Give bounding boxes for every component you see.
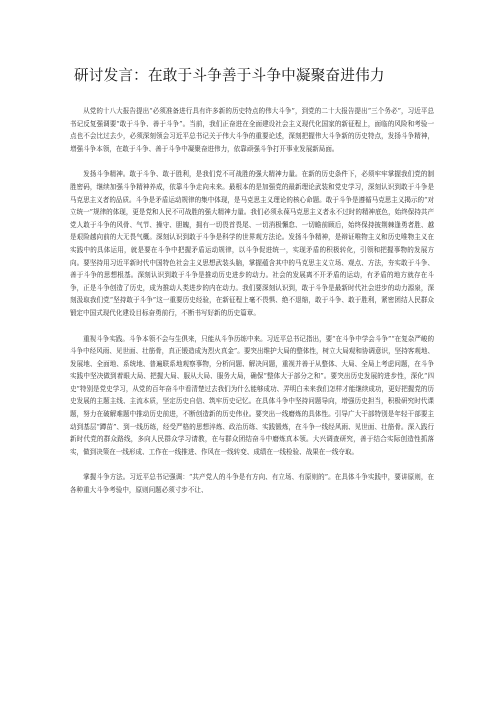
document-title: 研讨发言：在敢于斗争善于斗争中凝聚奋进伟力 <box>74 67 385 84</box>
paragraph-struggle-method: 掌握斗争方法。习近平总书记强调：“共产党人的斗争是有方向、有立场、有原则的”。在具体斗争实践中，要讲原则，在各种重大斗争考验中，原则问题必须寸步不让、 <box>70 473 434 495</box>
paragraph-struggle-practice: 重视斗争实践。斗争本领不会与生俱来，只能从斗争历练中来。习近平总书记指出，要“在斗争中学会斗争”“在复杂严峻的斗争中经风雨、见世面、壮筋骨，真正锻造成为烈火真金”。要突出维护大局的整体性，树立大局观和协调意识，坚持客观地、发展地、全面地、系统地、普遍联系地观察事物，分析问题、解决问题，重视并善于从整体、大局、全局上考虑问题，在斗争实践中坚决做到着眼大局、把握大局、服从大局、服务大局，确保“整体大于部分之和”。要突出历史发展的进步性，深化“四史”特别是党史学习，从党的百年奋斗中看清楚过去我们为什么能够成功、弄明白未来我们怎样才能继续成功，更好把握党的历史发展的主题主线、主流本质，坚定历史自信、筑牢历史记忆。在具体斗争中坚持问题导向，增强历史担当，积极研究时代课题，努力在破解难题中推动历史前进，不断创造新的历史伟业。要突出一线磨炼的具体性。引导广大干部特别是年轻干部要主动到基层“蹲苗”、到一线历练，经受严格的思想淬炼、政治历练、实践锻炼，在斗争一线经风雨、见世面、壮筋骨。深入践行新时代党的群众路线，多向人民群众学习请教，在与群众团结奋斗中磨炼真本领。大兴调查研究，善于结合实际创造性抓落实，做到决策在一线形成、工作在一线推进、作风在一线转变、成绩在一线检验、战果在一线夺取。 <box>70 334 434 456</box>
paragraph-struggle-spirit: 发扬斗争精神。敢于斗争、敢于胜利，是我们党不可战胜的强大精神力量。在新的历史条件下，必须牢牢掌握我们党的制胜密码，继续加强斗争精神养成，依靠斗争走向未来。最根本的是加强党的最新理论武装和党史学习，深刻认识到敢于斗争是马克思主义者的品质。斗争是矛盾运动规律的集中体现，是马克思主义理论的核心命题。敢于斗争是遵循马克思主义揭示的“对立统一”规律的体现，更是党和人民不可战胜的强大精神力量。我们必须永葆马克思主义者永不过时的精神底色，始终保持共产党人敢于斗争的风骨、气节、操守、胆魄，拥有一切畏首畏尾、一切消极懈怠、一切瞻前顾后，始终保持披荆棘逢勇者胜、越是艰险越向前的大无畏气概。深刻认识到敢于斗争是科学的世界观方法论。发扬斗争精神，是辩证唯物主义和历史唯物主义在实践中的具体运用，就是要在斗争中把握矛盾运动规律，以斗争促进统一，实现矛盾的积极转化，引领和把握事物的发展方向。要坚持用习近平新时代中国特色社会主义思想武装头脑，掌握蕴含其中的马克思主义立场、观点、方法，夯实敢于斗争、善于斗争的思想根基。深刻认识到敢于斗争是推动历史进步的动力。社会的发展离不开矛盾的运动，有矛盾的地方就存在斗争，正是斗争创造了历史，成为推动人类进步的内在动力。我们要深刻认识到，敢于斗争是最新时代社会进步的动力源泉，深刻汲取我们党“坚持敢于斗争”这一重要历史经验，在新征程上毫不畏惧、绝不退缩，敢于斗争、敢于胜利，紧密团结人民群众锻定中国式现代化建设目标奋勇前行，不断书写好新的历史篇章。 <box>70 170 434 317</box>
paragraph-intro: 从党的十八大报告提出“必须准备进行具有许多新的历史特点的伟大斗争”，到党的二十大报告提出“三个务必”，习近平总书记反复强调要“敢于斗争、善于斗争”。当前，我们正奋进在全面建设社会主义现代化国家的新征程上，面临的风险和考验一点也不会比过去少，必须深刻领会习近平总书记关于伟大斗争的重要论述，深刻把握伟大斗争新的历史特点，发扬斗争精神，增强斗争本领，在敢于斗争、善于斗争中凝聚奋进伟力，依靠顽强斗争打开事业发展新局面。 <box>70 107 434 153</box>
